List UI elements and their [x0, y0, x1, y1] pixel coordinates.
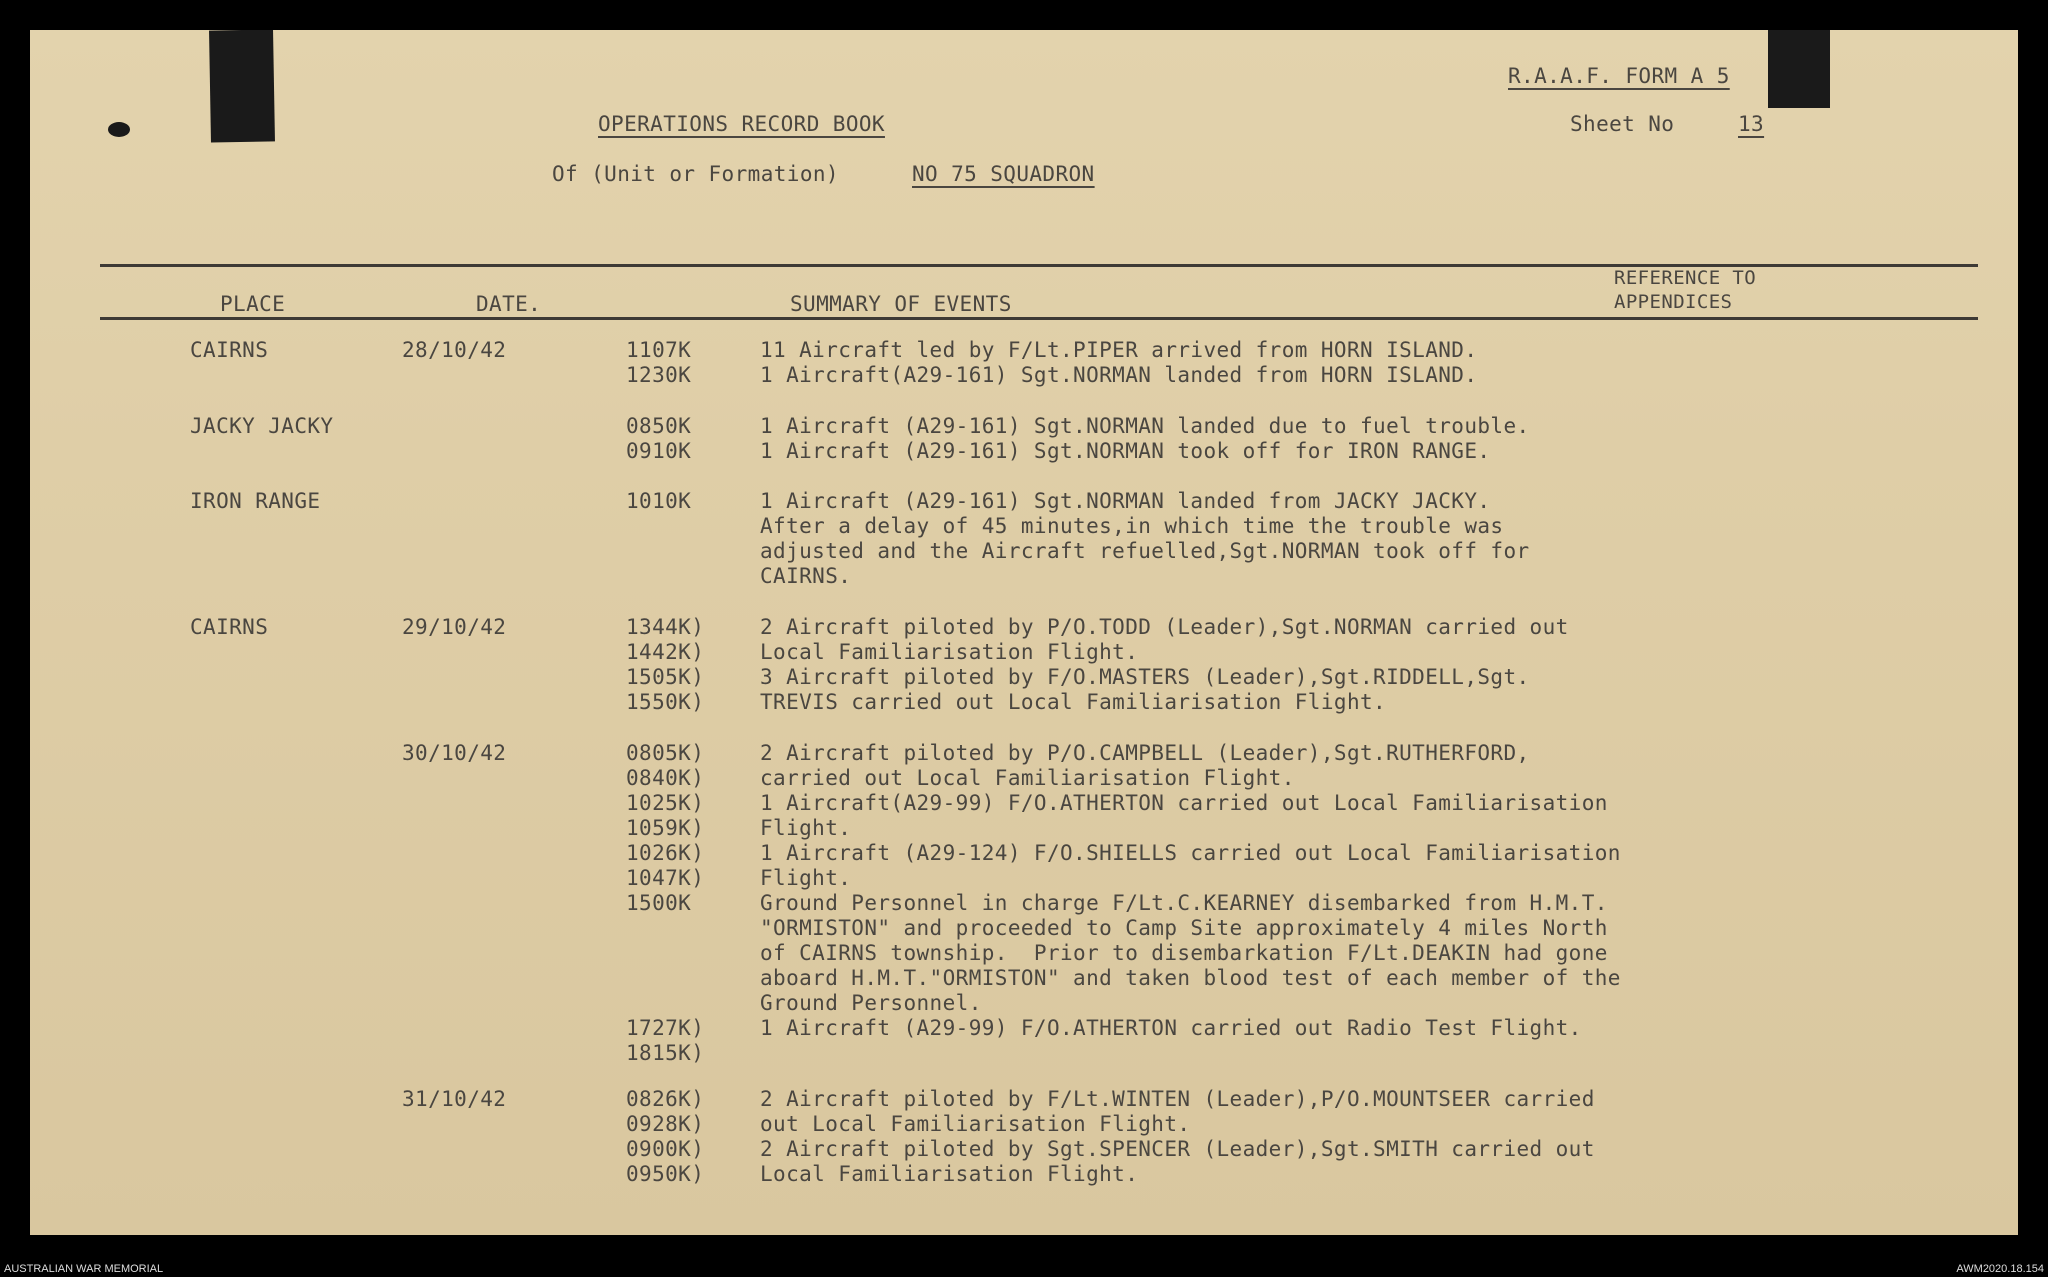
unit-name: NO 75 SQUADRON: [912, 162, 1095, 186]
entry-times: 0826K) 0928K) 0900K) 0950K): [626, 1087, 705, 1186]
document-page: [30, 30, 2018, 1235]
entry-times: 1010K: [626, 489, 692, 513]
entry-date: 31/10/42: [402, 1087, 507, 1111]
tape-strip-left: [209, 30, 275, 143]
page-title: OPERATIONS RECORD BOOK: [598, 112, 885, 136]
entry-place: IRON RANGE: [190, 489, 321, 513]
sheet-label: Sheet No: [1570, 112, 1675, 136]
archive-footer: [0, 1235, 2048, 1277]
entry-times: 1344K) 1442K) 1505K) 1550K): [626, 615, 705, 714]
entry-place: CAIRNS: [190, 338, 269, 362]
entry-times: 1107K 1230K: [626, 338, 692, 387]
column-header-place: PLACE: [220, 292, 286, 316]
entry-date: 28/10/42: [402, 338, 507, 362]
entry-date: 29/10/42: [402, 615, 507, 639]
header-rule-bottom: [100, 317, 1978, 320]
column-header-date: DATE.: [476, 292, 542, 316]
entry-summary: 11 Aircraft led by F/Lt.PIPER arrived from HORN ISLAND. 1 Aircraft(A29-161) Sgt.NORMAN landed from HORN ISLAND.: [760, 338, 1478, 387]
form-number: R.A.A.F. FORM A 5: [1508, 64, 1730, 88]
entry-place: CAIRNS: [190, 615, 269, 639]
entry-times: 0805K) 0840K) 1025K) 1059K) 1026K) 1047K) 1500K 1727K) 1815K): [626, 741, 705, 1065]
entry-summary: 2 Aircraft piloted by P/O.TODD (Leader),Sgt.NORMAN carried out Local Familiarisation Flight. 3 Aircraft piloted by F/O.MASTERS (Leader),Sgt.RIDDELL,Sgt. TREVIS carried out Local Familiarisation Flight.: [760, 615, 1569, 714]
entry-times: 0850K 0910K: [626, 414, 692, 463]
sheet-number: 13: [1738, 112, 1765, 136]
column-header-reference: REFERENCE TO APPENDICES: [1614, 267, 1757, 313]
entry-place: JACKY JACKY: [190, 414, 334, 438]
column-header-summary: SUMMARY OF EVENTS: [790, 292, 1012, 316]
archive-reference: AWM2020.18.154: [1956, 1263, 2044, 1275]
entry-summary: 2 Aircraft piloted by F/Lt.WINTEN (Leader),P/O.MOUNTSEER carried out Local Familiarisation Flight. 2 Aircraft piloted by Sgt.SPENCER (Leader),Sgt.SMITH carried out Local Familiarisation Flight.: [760, 1087, 1595, 1186]
entry-summary: 1 Aircraft (A29-161) Sgt.NORMAN landed from JACKY JACKY. After a delay of 45 minutes,in which time the trouble was adjusted and the Aircraft refuelled,Sgt.NORMAN took off for CAIRNS.: [760, 489, 1530, 588]
unit-label: Of (Unit or Formation): [552, 162, 839, 186]
entry-summary: 1 Aircraft (A29-161) Sgt.NORMAN landed due to fuel trouble. 1 Aircraft (A29-161) Sgt.NORMAN took off for IRON RANGE.: [760, 414, 1530, 463]
tape-strip-right: [1768, 30, 1830, 108]
archive-name: AUSTRALIAN WAR MEMORIAL: [4, 1263, 164, 1275]
entry-summary: 2 Aircraft piloted by P/O.CAMPBELL (Leader),Sgt.RUTHERFORD, carried out Local Familiarisation Flight. 1 Aircraft(A29-99) F/O.ATHERTON carried out Local Familiarisation Flight. 1 Aircraft (A29-124) F/O.SHIELLS carried out Local Familiarisation Flight. Ground Personnel in charge F/Lt.C.KEARNEY disembarked from H.M.T. "ORMISTON" and proceeded to Camp Site approximately 4 miles North of CAIRNS township. Prior to disembarkation F/Lt.DEAKIN had gone aboard H.M.T."ORMISTON" and taken blood test of each member of the Ground Personnel. 1 Aircraft (A29-99) F/O.ATHERTON carried out Radio Test Flight.: [760, 741, 1621, 1040]
entry-date: 30/10/42: [402, 741, 507, 765]
ink-blot: [108, 122, 130, 137]
